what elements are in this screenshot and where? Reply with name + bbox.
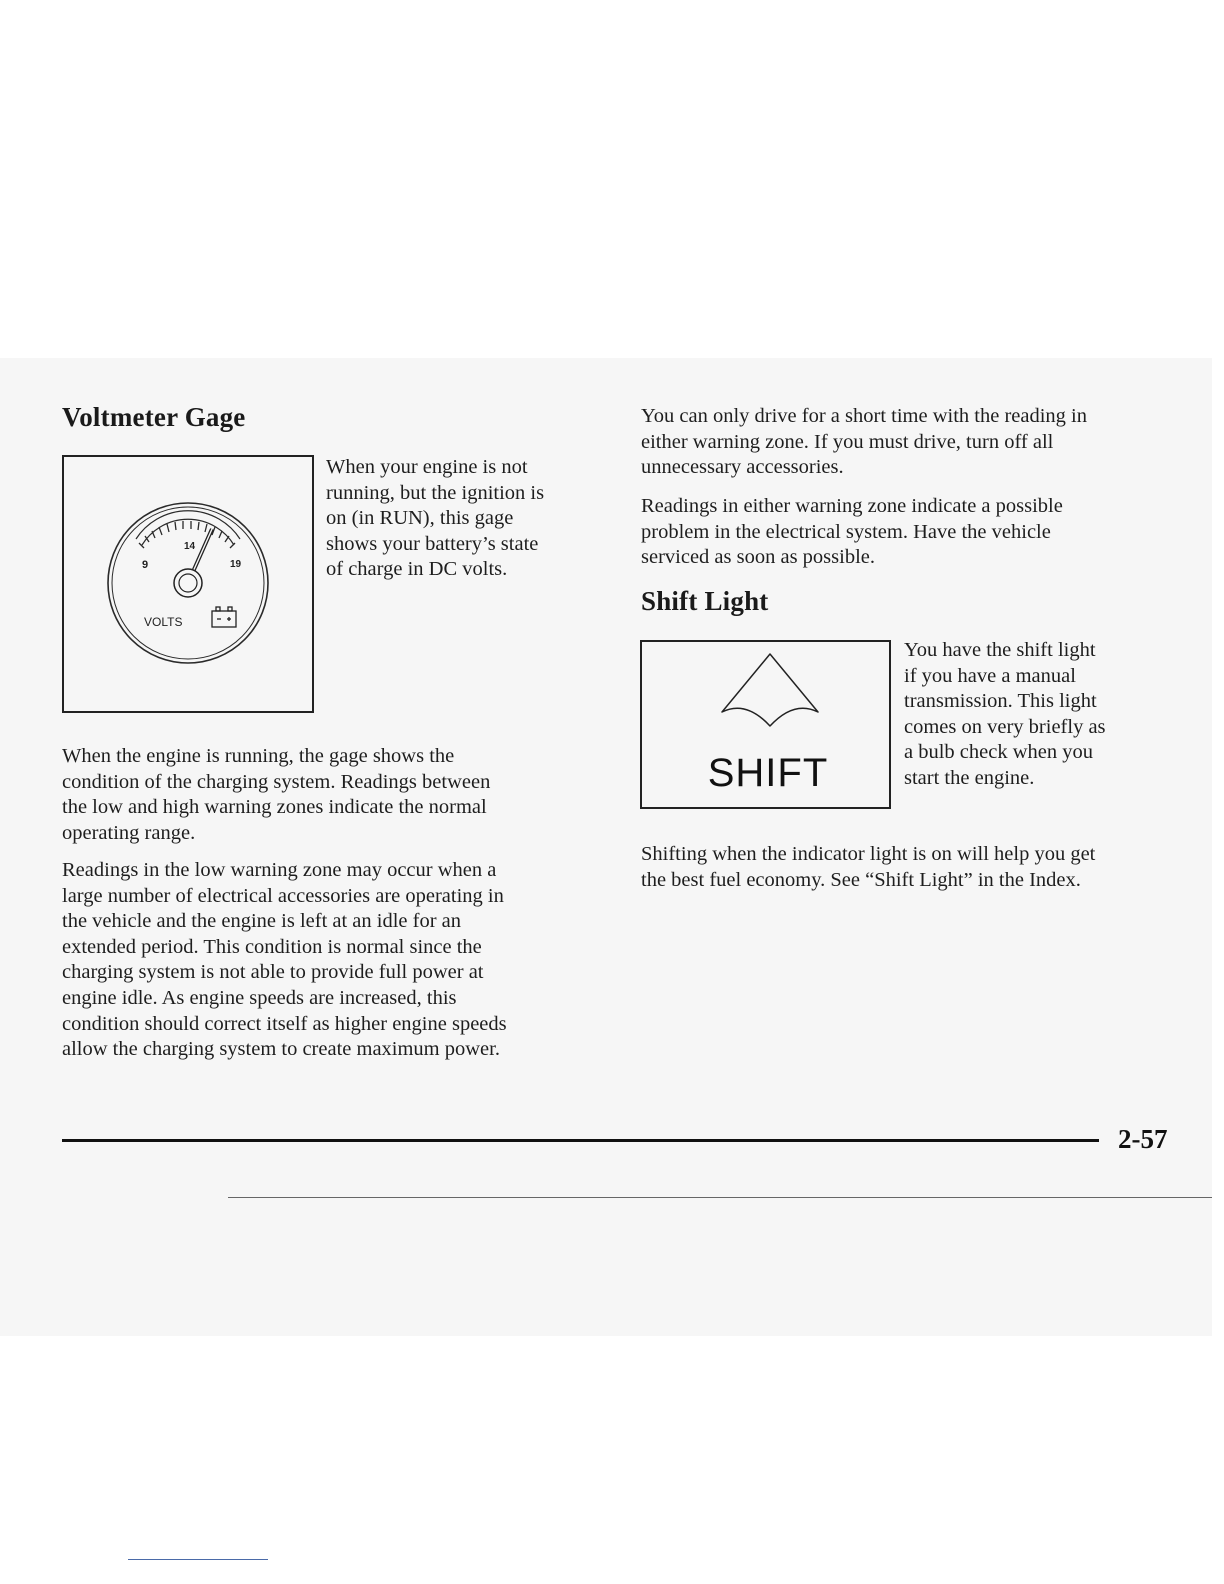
scan-edge-line	[228, 1197, 1212, 1198]
text-line: charging system is not able to provide full power at	[62, 961, 484, 984]
text-line: engine idle. As engine speeds are increased, this	[62, 986, 457, 1009]
text-line: serviced as soon as possible.	[641, 546, 875, 569]
text-line: the low and high warning zones indicate the normal	[62, 796, 487, 819]
text-line: problem in the electrical system. Have the vehicle	[641, 520, 1051, 543]
voltmeter-gauge-icon	[64, 457, 312, 711]
text-line: You have the shift light	[904, 639, 1096, 661]
warning-problem-paragraph	[641, 494, 1063, 571]
text-line: Readings in either warning zone indicate a possible	[641, 495, 1063, 517]
text-line: condition of the charging system. Readings between	[62, 770, 491, 793]
text-line: unnecessary accessories.	[641, 456, 844, 479]
bottom-line	[128, 1559, 268, 1560]
footer-rule	[62, 1139, 1099, 1142]
text-line: on (in RUN), this gage	[326, 507, 514, 530]
shift-up-arrow-icon	[642, 642, 889, 807]
battery-icon	[212, 607, 236, 627]
voltmeter-low-zone-paragraph	[62, 858, 507, 1063]
text-line: of charge in DC volts.	[326, 558, 508, 581]
text-line: shows your battery’s state	[326, 532, 539, 555]
gauge-volts-label: VOLTS	[144, 615, 183, 629]
short-time-paragraph	[641, 404, 1087, 481]
voltmeter-heading: Voltmeter Gage	[62, 402, 246, 432]
text-line: Shifting when the indicator light is on will help you get	[641, 843, 1096, 865]
text-line: start the engine.	[904, 766, 1035, 789]
fuel-economy-paragraph	[641, 842, 1095, 893]
voltmeter-running-paragraph	[62, 744, 490, 846]
text-line: When your engine is not	[326, 456, 528, 478]
text-line: a bulb check when you	[904, 741, 1093, 764]
voltmeter-intro	[326, 455, 544, 583]
text-line: the best fuel economy. See “Shift Light” in the Index.	[641, 868, 1081, 891]
text-line: transmission. This light	[904, 690, 1097, 713]
text-line: running, but the ignition is	[326, 481, 545, 504]
text-line: condition should correct itself as higher engine speeds	[62, 1012, 507, 1035]
gauge-tick-mid: 14	[184, 541, 196, 552]
shift-light-intro	[904, 638, 1106, 792]
text-line: When the engine is running, the gage shows the	[62, 745, 455, 767]
text-line: if you have a manual	[904, 664, 1076, 687]
shift-indicator-label: SHIFT	[707, 751, 829, 795]
text-line: comes on very briefly as	[904, 715, 1106, 738]
text-line: Readings in the low warning zone may occur when a	[62, 859, 497, 881]
gauge-tick-high: 19	[230, 559, 242, 570]
page-number: 2-57	[1118, 1124, 1168, 1154]
text-line: You can only drive for a short time with the reading in	[641, 405, 1087, 427]
text-line: allow the charging system to create maximum power.	[62, 1038, 500, 1061]
gauge-tick-low: 9	[142, 559, 149, 571]
voltmeter-gauge-figure	[62, 455, 314, 713]
text-line: either warning zone. If you must drive, turn off all	[641, 430, 1054, 453]
text-line: operating range.	[62, 821, 196, 844]
shift-indicator-figure	[640, 640, 891, 809]
shift-light-heading: Shift Light	[641, 586, 769, 616]
text-line: large number of electrical accessories are operating in	[62, 884, 504, 907]
text-line: the vehicle and the engine is left at an idle for an	[62, 910, 462, 933]
text-line: extended period. This condition is normal since the	[62, 935, 482, 958]
